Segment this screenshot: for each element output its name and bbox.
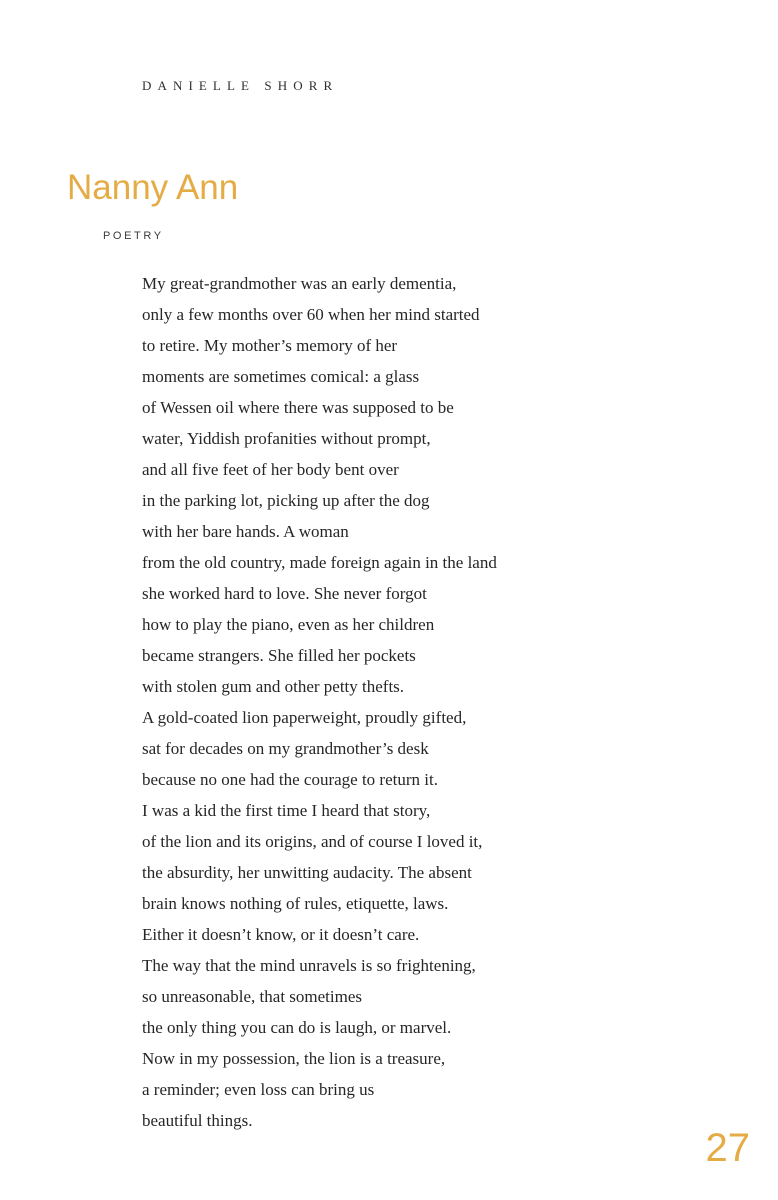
poem-line: moments are sometimes comical: a glass <box>142 367 420 386</box>
poem-line: the only thing you can do is laugh, or marvel. <box>142 1018 452 1037</box>
poem-line: because no one had the courage to return it. <box>142 770 438 789</box>
poem-line: she worked hard to love. She never forgot <box>142 584 427 603</box>
poem-line: a reminder; even loss can bring us <box>142 1080 375 1099</box>
poem-line: sat for decades on my grandmother’s desk <box>142 739 429 758</box>
poem-line: A gold-coated lion paperweight, proudly gifted, <box>142 708 467 727</box>
poem-line: brain knows nothing of rules, etiquette, laws. <box>142 894 449 913</box>
author-name: DANIELLE SHORR <box>142 78 339 93</box>
poem-line: and all five feet of her body bent over <box>142 460 399 479</box>
poem-line: from the old country, made foreign again in the land <box>142 553 497 572</box>
poem-line: Either it doesn’t know, or it doesn’t care. <box>142 925 420 944</box>
poem-line: My great-grandmother was an early dementia, <box>142 274 457 293</box>
poem-line: only a few months over 60 when her mind started <box>142 305 480 324</box>
poem-line: with stolen gum and other petty thefts. <box>142 677 405 696</box>
poem-line: how to play the piano, even as her children <box>142 615 435 634</box>
poem-line: became strangers. She filled her pockets <box>142 646 416 665</box>
poem-line: of Wessen oil where there was supposed to be <box>142 398 454 417</box>
poem-line: with her bare hands. A woman <box>142 522 349 541</box>
page-number: 27 <box>705 1126 750 1170</box>
poem-line: in the parking lot, picking up after the dog <box>142 491 430 510</box>
poem-line: water, Yiddish profanities without prompt, <box>142 429 431 448</box>
poem-line: the absurdity, her unwitting audacity. The absent <box>142 863 472 882</box>
poem-line: to retire. My mother’s memory of her <box>142 336 398 355</box>
poem-line: beautiful things. <box>142 1111 253 1130</box>
poem-line: The way that the mind unravels is so frightening, <box>142 956 476 975</box>
poem-line: I was a kid the first time I heard that story, <box>142 801 431 820</box>
poem-title: Nanny Ann <box>67 168 239 207</box>
poem-line: of the lion and its origins, and of course I loved it, <box>142 832 483 851</box>
poem-line: so unreasonable, that sometimes <box>142 987 363 1006</box>
poem-body <box>142 268 497 1136</box>
category-label: POETRY <box>103 230 164 242</box>
poem-line: Now in my possession, the lion is a treasure, <box>142 1049 446 1068</box>
